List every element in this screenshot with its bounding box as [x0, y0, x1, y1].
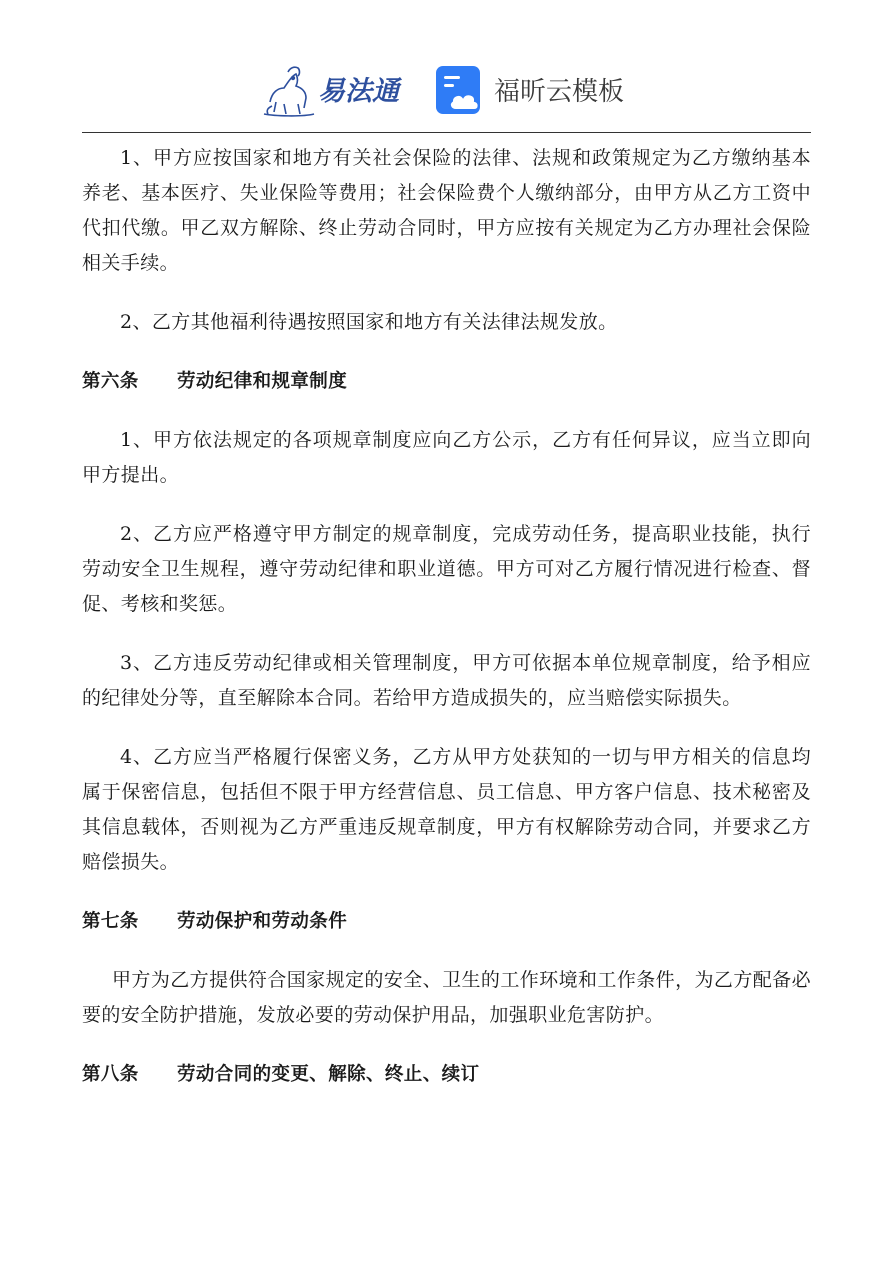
horse-emblem-icon — [264, 67, 314, 116]
section-heading — [82, 364, 811, 399]
section-title: 劳动纪律和规章制度 — [177, 371, 348, 392]
section-heading — [82, 904, 811, 939]
section-number: 第八条 — [82, 1064, 139, 1085]
paragraph: 1、甲方应按国家和地方有关社会保险的法律、法规和政策规定为乙方缴纳基本养老、基本医疗、失业保险等费用；社会保险费个人缴纳部分，由甲方从乙方工资中代扣代缴。甲乙双方解除、终止劳动合同时，甲方应按有关规定为乙方办理社会保险相关手续。 — [82, 147, 811, 274]
section-number: 第七条 — [82, 911, 139, 932]
paragraph: 2、乙方应严格遵守甲方制定的规章制度，完成劳动任务，提高职业技能，执行劳动安全卫生规程，遵守劳动纪律和职业道德。甲方可对乙方履行情况进行检查、督促、考核和奖惩。 — [82, 523, 811, 615]
paragraph: 甲方为乙方提供符合国家规定的安全、卫生的工作环境和工作条件，为乙方配备必要的安全防护措施，发放必要的劳动保护用品，加强职业危害防护。 — [82, 969, 811, 1026]
cloud-document-icon — [436, 66, 480, 114]
paragraph: 1、甲方依法规定的各项规章制度应向乙方公示，乙方有任何异议，应当立即向甲方提出。 — [82, 429, 811, 486]
section-title: 劳动合同的变更、解除、终止、续订 — [177, 1064, 480, 1085]
paragraph: 4、乙方应当严格履行保密义务，乙方从甲方处获知的一切与甲方相关的信息均属于保密信息，包括但不限于甲方经营信息、员工信息、甲方客户信息、技术秘密及其信息载体，否则视为乙方严重违反规章制度，甲方有权解除劳动合同，并要求乙方赔偿损失。 — [82, 746, 811, 873]
header-divider — [82, 132, 811, 133]
section-heading — [82, 1057, 811, 1092]
section-number: 第六条 — [82, 371, 139, 392]
paragraph: 2、乙方其他福利待遇按照国家和地方有关法律法规发放。 — [120, 311, 618, 333]
logo-left-text: 易法通 — [318, 76, 399, 107]
document-body — [82, 141, 811, 1116]
fuxin-logo — [436, 66, 636, 116]
logo-right-text: 福昕云模板 — [494, 77, 625, 107]
paragraph: 3、乙方违反劳动纪律或相关管理制度，甲方可依据本单位规章制度，给予相应的纪律处分等，直至解除本合同。若给甲方造成损失的，应当赔偿实际损失。 — [82, 652, 811, 709]
page-header — [0, 52, 893, 122]
section-title: 劳动保护和劳动条件 — [177, 911, 348, 932]
yifatong-logo — [262, 62, 417, 118]
